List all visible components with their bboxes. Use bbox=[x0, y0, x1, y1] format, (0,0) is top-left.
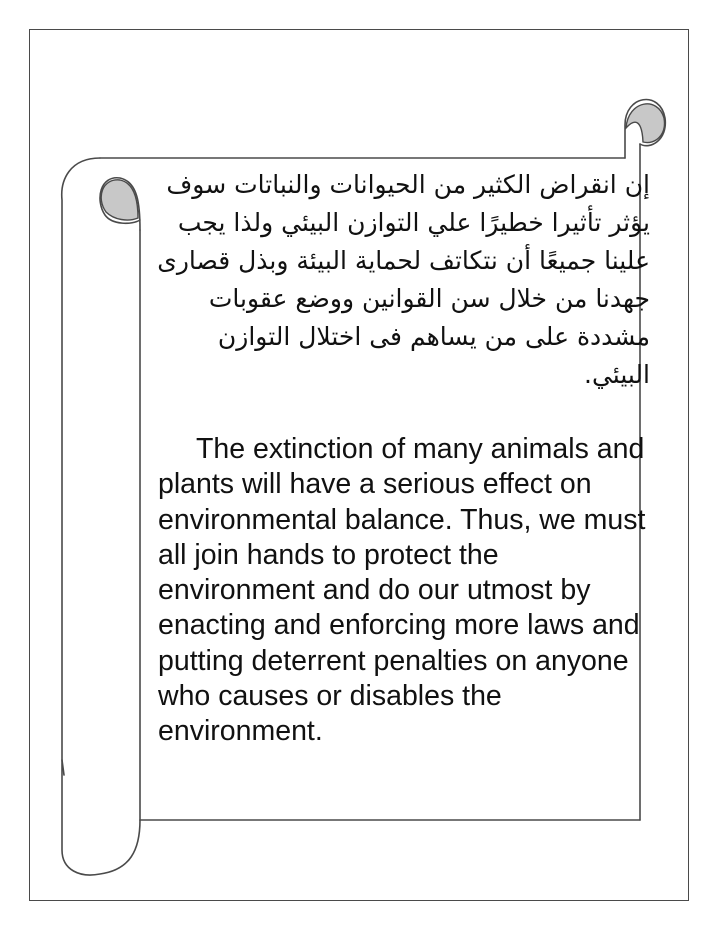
arabic-paragraph: إن انقراض الكثير من الحيوانات والنباتات سوف يؤثر تأثيرا خطيرًا علي التوازن البيئي ولذا يجب علينا جميعًا أن نتكاتف لحماية البيئة وبذل قصارى جهدنا من خلال سن القوانين ووضع عقوبات مشددة على من يساهم فى اختلال التوازن البيئي. bbox=[157, 170, 650, 389]
scroll-curl-top-right bbox=[626, 104, 664, 143]
english-paragraph: The extinction of many animals and plants will have a serious effect on environmental balance. Thus, we must all join hands to protect the environment and do our utmost by enacting and enforcing more laws and putting deterrent penalties on anyone who causes or disables the environment. bbox=[158, 433, 646, 748]
